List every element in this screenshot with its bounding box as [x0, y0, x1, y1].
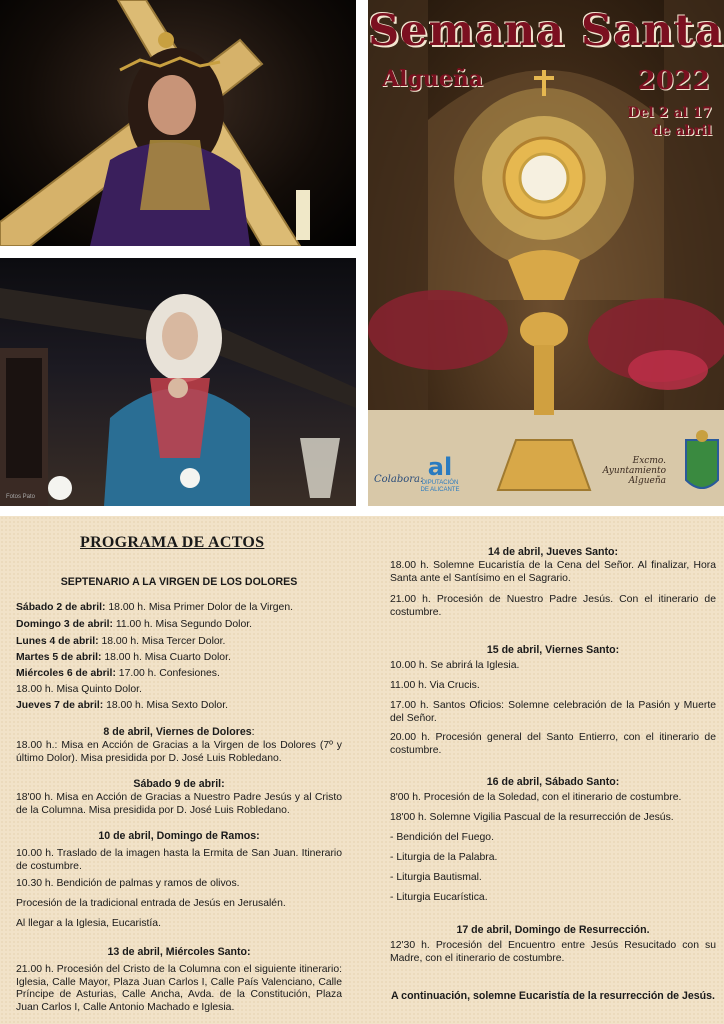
septenario-item: Miércoles 6 de abril: 17.00 h. Confesiones.: [16, 668, 220, 679]
sabado-p2: 18'00 h. Solemne Vigilia Pascual de la resurrección de Jesús.: [390, 812, 674, 823]
diputacion-logo: [420, 454, 460, 494]
ramos-heading: 10 de abril, Domingo de Ramos:: [98, 830, 260, 842]
sabado9-heading: Sábado 9 de abril:: [133, 778, 225, 790]
sabado-heading: 16 de abril, Sábado Santo:: [486, 776, 620, 788]
viernes-heading: 15 de abril, Viernes Santo:: [486, 644, 620, 656]
ramos-p4: Al llegar a la Iglesia, Eucaristía.: [16, 918, 161, 929]
viernes-p3: 17.00 h. Santos Oficios: Solemne celebración de la Pasión y Muerte del Señor.: [390, 700, 716, 724]
ramos-p3: Procesión de la tradicional entrada de Jesús en Jerusalén.: [16, 898, 286, 909]
ayuntamiento-line1: Excmo.: [632, 456, 666, 466]
viernes-p1: 10.00 h. Se abrirá la Iglesia.: [390, 660, 520, 671]
collaborates-label: Colabora:: [374, 474, 424, 485]
diputacion-logo-icon: al: [427, 453, 453, 481]
ramos-p2: 10.30 h. Bendición de palmas y ramos de olivos.: [16, 878, 240, 889]
poster-dates-line1: Del 2 al 17: [627, 105, 712, 121]
diputacion-name-line2: DE ALICANTE: [420, 487, 460, 493]
photo-credit: Fotos Pato: [6, 494, 36, 500]
diputacion-name-line1: DIPUTACIÓN: [421, 480, 459, 486]
viernes-dolores-heading: 8 de abril, Viernes de Dolores:: [103, 726, 255, 738]
jueves-p2: 21.00 h. Procesión de Nuestro Padre Jesús. Con el itinerario de costumbre.: [390, 594, 716, 618]
diputacion-name: [420, 480, 460, 494]
poster-dates: [612, 104, 712, 140]
septenario-item: Jueves 7 de abril: 18.00 h. Misa Sexto Dolor.: [16, 700, 228, 711]
semana-santa-poster: [368, 0, 724, 506]
sabado-p3: - Bendición del Fuego.: [390, 832, 494, 843]
poster-year: 2022: [637, 66, 710, 96]
sabado9-text: 18'00 h. Misa en Acción de Gracias a Nuestro Padre Jesús y al Cristo de la Columna. Misa presidida por D. José Luis Robledano.: [16, 792, 342, 816]
domingo-p1: 12'30 h. Procesión del Encuentro entre Jesús Resucitado con su Madre, con el itinerario de costumbre.: [390, 940, 716, 964]
sabado-p6: - Liturgia Eucarística.: [390, 892, 488, 903]
domingo-heading: 17 de abril, Domingo de Resurrección.: [456, 924, 650, 936]
jueves-p1: 18.00 h. Solemne Eucaristía de la Cena del Señor. Al finalizar, Hora Santa ante el Santísimo en el Sagrario.: [390, 560, 716, 584]
programme-section: [0, 516, 724, 1024]
photo-virgin-dolores: [0, 258, 356, 506]
ayuntamiento-label: [598, 456, 666, 486]
ayuntamiento-line2: Ayuntamiento: [602, 466, 666, 476]
viernes-dolores-text: 18.00 h.: Misa en Acción de Gracias a la Virgen de los Dolores (7º y último Dolor). Misa presidida por D. José Luis Robledano.: [16, 740, 342, 764]
jueves-heading: 14 de abril, Jueves Santo:: [487, 546, 619, 558]
sabado-p1: 8'00 h. Procesión de la Soledad, con el itinerario de costumbre.: [390, 792, 682, 803]
jesus-cross-illustration: [0, 0, 356, 246]
ayuntamiento-line3: Algueña: [628, 476, 666, 486]
poster-title: Semana Santa: [368, 6, 724, 56]
sabado-p4: - Liturgia de la Palabra.: [390, 852, 498, 863]
virgin-illustration: [0, 258, 356, 506]
viernes-p2: 11.00 h. Via Crucis.: [390, 680, 480, 691]
septenario-item: Domingo 3 de abril: 11.00 h. Misa Segundo Dolor.: [16, 619, 253, 630]
domingo-closing: A continuación, solemne Eucaristía de la resurrección de Jesús.: [390, 990, 715, 1002]
septenario-heading: SEPTENARIO A LA VIRGEN DE LOS DOLORES: [60, 576, 298, 588]
programme-title: PROGRAMA DE ACTOS: [80, 534, 265, 551]
poster-dates-line2: de abril: [651, 123, 712, 139]
septenario-item: Lunes 4 de abril: 18.00 h. Misa Tercer Dolor.: [16, 636, 226, 647]
poster-town: Algueña: [382, 66, 484, 92]
sabado-p5: - Liturgia Bautismal.: [390, 872, 482, 883]
septenario-item: 18.00 h. Misa Quinto Dolor.: [16, 684, 142, 695]
miercoles-text: 21.00 h. Procesión del Cristo de la Columna con el siguiente itinerario: Iglesia, Calle Mayor, Plaza Juan Carlos I, Calle País Valenciano, Calle Príncipe de Asturias, Calle Ancha, Avda. de la Constitución, Plaza Juan Carlos I, Calle Antonio Machado e Iglesia.: [16, 964, 342, 1013]
ramos-p1: 10.00 h. Traslado de la imagen hasta la Ermita de San Juan. Itinerario de costumbre.: [16, 848, 342, 872]
photo-jesus-cross: [0, 0, 356, 246]
viernes-p4: 20.00 h. Procesión general del Santo Entierro, con el itinerario de costumbre.: [390, 732, 716, 756]
septenario-item: Martes 5 de abril: 18.00 h. Misa Cuarto Dolor.: [16, 652, 231, 663]
monstrance-rays-icon: [454, 88, 634, 268]
miercoles-heading: 13 de abril, Miércoles Santo:: [107, 946, 251, 958]
septenario-item: Sábado 2 de abril: 18.00 h. Misa Primer Dolor de la Virgen.: [16, 602, 294, 613]
